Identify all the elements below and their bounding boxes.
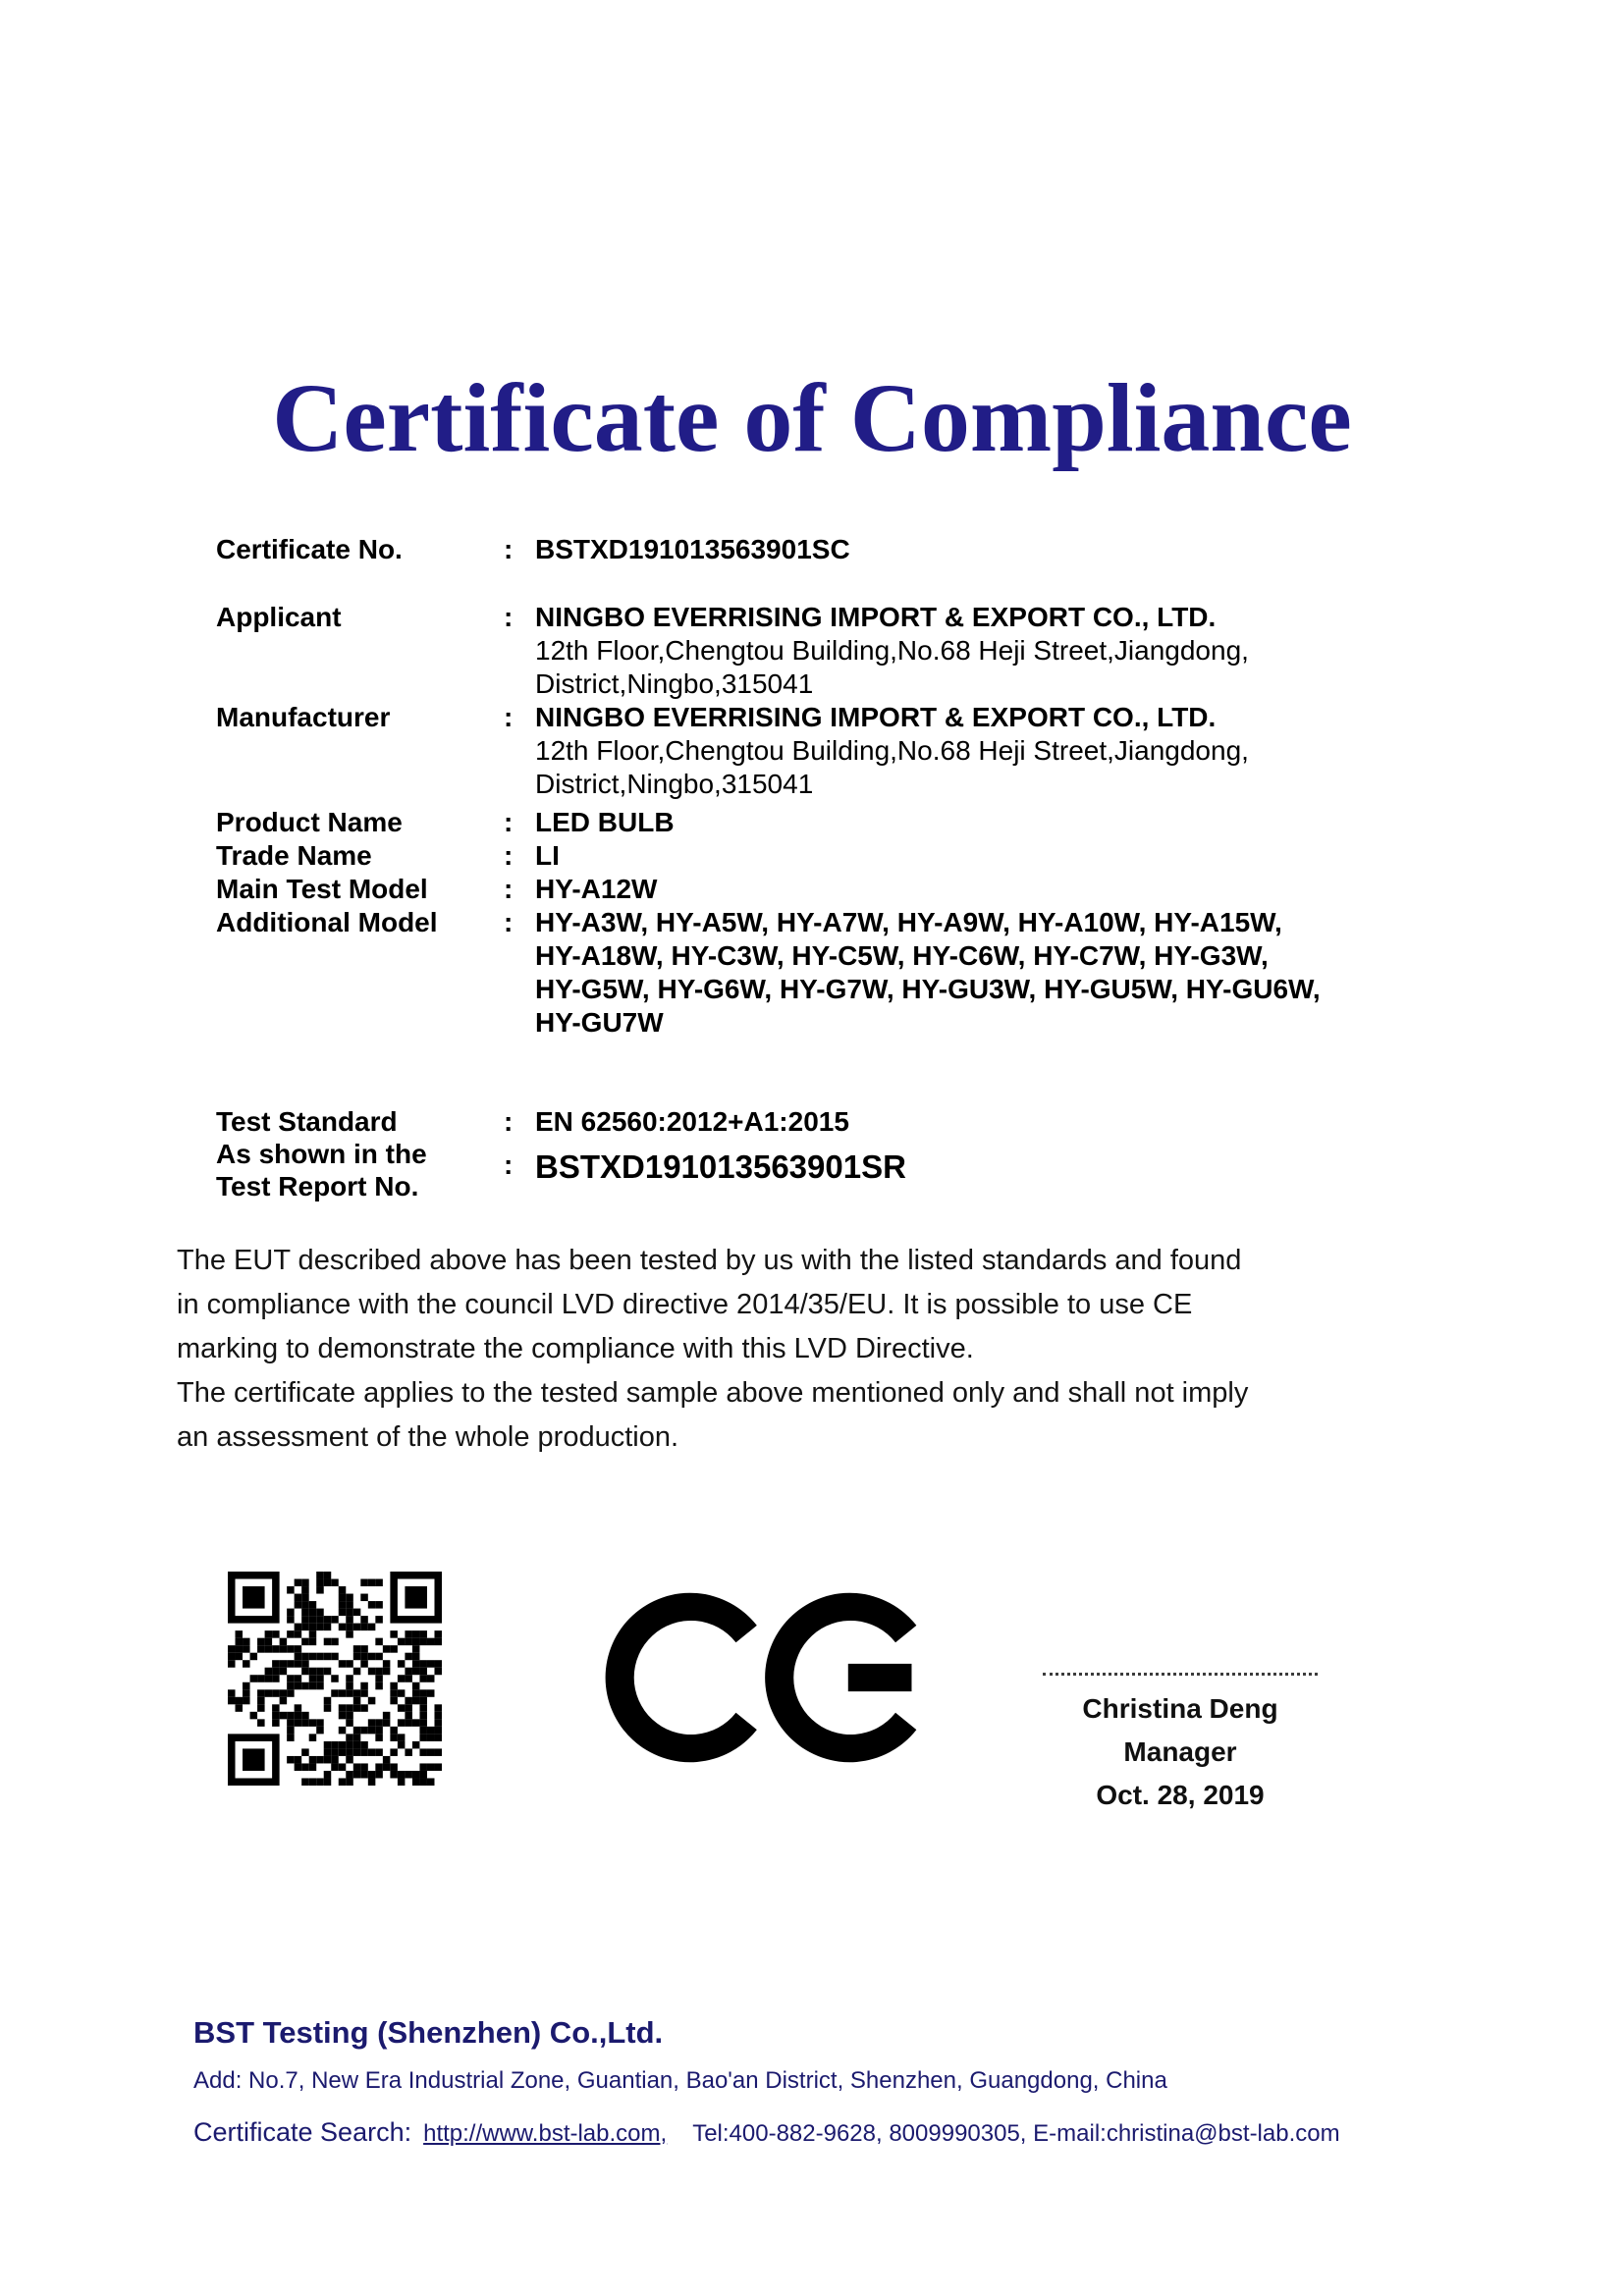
signatory-name: Christina Deng [1082,1693,1278,1724]
field-label: Applicant [216,602,342,632]
field-label: Product Name [216,807,403,837]
additional-model-line3: HY-G5W, HY-G6W, HY-G7W, HY-GU3W, HY-GU5W, HY-GU6W, [535,974,1321,1004]
colon: : [504,702,514,732]
manufacturer-address-line2: District,Ningbo,315041 [535,769,814,799]
colon: : [504,807,514,837]
manufacturer-name: NINGBO EVERRISING IMPORT & EXPORT CO., LTD. [535,702,1217,732]
as-shown-label: As shown in the [216,1139,427,1169]
field-applicant [216,601,1453,701]
field-label: Trade Name [216,840,372,871]
statement-line5: an assessment of the whole production. [177,1421,679,1453]
field-product-name [216,806,1453,839]
additional-model-line1: HY-A3W, HY-A5W, HY-A7W, HY-A9W, HY-A10W, HY-A15W, [535,907,1282,937]
additional-model-line2: HY-A18W, HY-C3W, HY-C5W, HY-C6W, HY-C7W, HY-G3W, [535,940,1269,971]
test-standard-block [216,1105,1453,1202]
footer [193,2015,1470,2148]
certificate-search-label: Certificate Search: [193,2117,412,2147]
statement-line1: The EUT described above has been tested by us with the listed standards and found [177,1245,1242,1276]
test-standard-value: EN 62560:2012+A1:2015 [535,1106,849,1137]
lab-company-name: BST Testing (Shenzhen) Co.,Ltd. [193,2015,664,2050]
colon: : [504,1106,514,1137]
field-value: LED BULB [535,807,675,837]
field-label: Additional Model [216,907,438,937]
certificate-search-row [193,2117,1470,2148]
test-standard-label: Test Standard [216,1106,398,1137]
signature-dotted-line [1043,1673,1318,1676]
manufacturer-address-line1: 12th Floor,Chengtou Building,No.68 Heji Street,Jiangdong, [535,735,1249,766]
additional-model-line4: HY-GU7W [535,1007,664,1038]
colon: : [504,907,514,937]
compliance-statement [177,1239,1453,1460]
colon: : [504,602,514,632]
certificate-search-link[interactable]: http://www.bst-lab.com, [423,2120,668,2147]
signature-block [1033,1673,1327,1817]
field-label: Manufacturer [216,702,391,732]
test-report-value-row [504,1148,1453,1186]
field-value: LI [535,840,560,871]
field-additional-model [216,906,1453,1040]
qr-code [228,1572,442,1786]
certificate-info-table [216,533,1453,1040]
statement-line2: in compliance with the council LVD directive 2014/35/EU. It is possible to use CE [177,1289,1193,1320]
lab-contact-info: Tel:400-882-9628, 8009990305, E-mail:christina@bst-lab.com [692,2120,1340,2147]
field-label: Main Test Model [216,874,428,904]
ce-mark-icon [604,1571,938,1785]
statement-line4: The certificate applies to the tested sample above mentioned only and shall not imply [177,1377,1249,1409]
applicant-address-line1: 12th Floor,Chengtou Building,No.68 Heji Street,Jiangdong, [535,635,1249,666]
test-standard-value-row [504,1105,1453,1138]
field-value: BSTXD191013563901SC [535,534,850,564]
field-label: Certificate No. [216,534,403,564]
colon: : [504,534,514,564]
field-value: HY-A12W [535,874,658,904]
field-trade-name [216,839,1453,873]
page-title: Certificate of Compliance [272,363,1352,472]
statement-line3: marking to demonstrate the compliance with this LVD Directive. [177,1333,974,1364]
applicant-name: NINGBO EVERRISING IMPORT & EXPORT CO., LTD. [535,602,1217,632]
applicant-address-line2: District,Ningbo,315041 [535,668,814,699]
field-main-test-model [216,873,1453,906]
colon: : [504,874,514,904]
field-manufacturer [216,701,1453,801]
field-certificate-no [216,533,1453,566]
signature-date: Oct. 28, 2019 [1096,1780,1265,1810]
lab-address: Add: No.7, New Era Industrial Zone, Guantian, Bao'an District, Shenzhen, Guangdong, China [193,2067,1167,2094]
signatory-role: Manager [1123,1736,1237,1767]
colon: : [504,1149,514,1180]
test-report-number: BSTXD191013563901SR [535,1148,906,1185]
colon: : [504,840,514,871]
test-report-label: Test Report No. [216,1171,419,1201]
